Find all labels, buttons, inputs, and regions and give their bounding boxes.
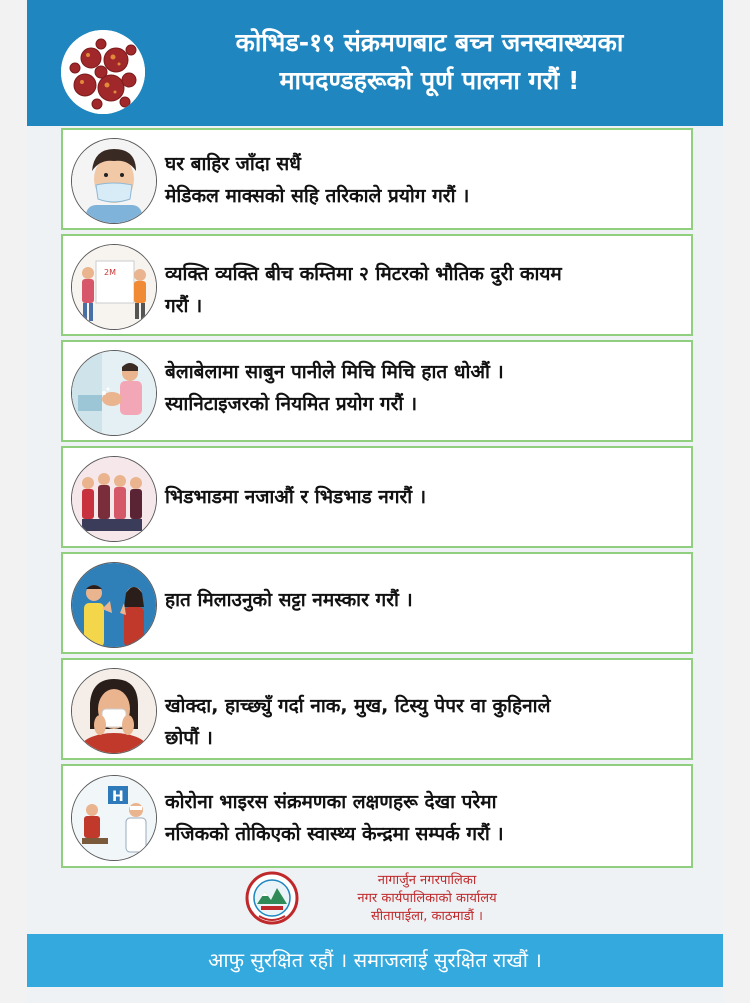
face-mask-icon [71,138,157,224]
svg-text:H: H [112,789,124,805]
guideline-line-1: बेलाबेलामा साबुन पानीले मिचि मिचि हात धोऔं । [165,361,504,383]
guideline-text [165,786,685,850]
municipality-block [245,868,545,930]
guideline-line-2: मेडिकल माक्सको सहि तरिकाले प्रयोग गरौं । [165,185,470,207]
guideline-card-sneeze [61,658,693,760]
health-center-icon [71,775,157,861]
coronavirus-icon [61,30,145,114]
poster [27,0,723,1003]
guideline-line-2: छोपौं । [165,727,213,749]
guideline-line-1: घर बाहिर जाँदा सधैं [165,153,301,175]
guideline-text [165,584,685,616]
office-name: नगर कार्यपालिकाको कार्यालय [357,891,497,906]
title-line-2: मापदण्डहरूको पूर्ण पालना गरौं ! [279,66,580,95]
guideline-card-crowd [61,446,693,548]
physical-distance-icon [71,244,157,330]
guideline-card-health-center [61,764,693,868]
guideline-text [165,481,685,513]
guideline-line-2: गरौं । [165,295,203,317]
guideline-card-namaste [61,552,693,654]
namaste-greeting-icon [71,562,157,648]
guideline-line-1: खोक्दा, हाच्छ्युँ गर्दा नाक, मुख, टिस्यु पेपर वा कुहिनाले [165,695,551,717]
hand-washing-icon [71,350,157,436]
guideline-line-1: हात मिलाउनुको सट्टा नमस्कार गरौं । [165,589,413,611]
guideline-line-1: कोरोना भाइरस संक्रमणका लक्षणहरू देखा परेमा [165,791,497,813]
guideline-text [165,148,685,212]
office-address: सीतापाईला, काठमाडौं । [371,909,483,924]
guideline-line-1: भिडभाडमा नजाऔं र भिडभाड नगरौं । [165,486,427,508]
header-banner [27,0,723,126]
guideline-line-1: व्यक्ति व्यक्ति बीच कम्तिमा २ मिटरको भौतिक दुरी कायम [165,263,562,285]
page-title [157,24,702,100]
guideline-card-distance [61,234,693,336]
municipality-text [307,872,547,926]
guideline-line-2: नजिकको तोकिएको स्वास्थ्य केन्द्रमा सम्पर्क गरौं । [165,823,504,845]
footer-banner [27,934,723,987]
guideline-text [165,258,685,322]
title-line-1: कोभिड-१९ संक्रमणबाट बच्न जनस्वास्थ्यका [235,28,624,57]
guideline-line-2: स्यानिटाइजरको नियमित प्रयोग गरौं । [165,393,418,415]
guideline-card-handwash [61,340,693,442]
footer-slogan: आफु सुरक्षित रहौं । समाजलाई सुरक्षित राखौं । [208,948,542,972]
guideline-text [165,356,685,420]
guideline-text [165,690,685,754]
crowd-icon [71,456,157,542]
svg-text:2M: 2M [104,268,116,277]
sneeze-tissue-icon [71,668,157,754]
guideline-card-mask [61,128,693,230]
municipality-emblem-icon [245,870,299,926]
municipality-name: नागार्जुन नगरपालिका [377,873,477,888]
